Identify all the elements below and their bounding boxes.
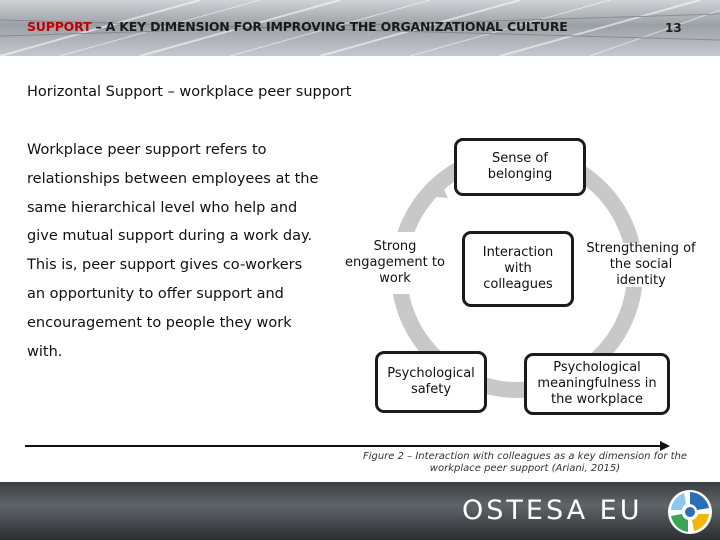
figure-caption: Figure 2 – Interaction with colleagues as a key dimension for the workplace peer support (Ariani, 2015) <box>362 451 688 474</box>
body-line: relationships between employees at the <box>27 170 319 187</box>
node-interaction-with-colleagues: Interaction with colleagues <box>462 231 574 307</box>
body-line: This is, peer support gives co-workers <box>27 257 303 274</box>
body-line: Workplace peer support refers to <box>27 142 267 158</box>
body-line: an opportunity to offer support and <box>27 285 284 302</box>
slide-title-accent: SUPPORT <box>27 19 92 34</box>
node-strengthening-social-identity: Strengthening of the social identity <box>580 243 702 287</box>
ostesa-logo-text: OSTESA EU <box>462 495 643 526</box>
body-line: give mutual support during a work day. <box>27 228 313 245</box>
body-line: encouragement to people they work <box>27 314 292 331</box>
node-psychological-meaningfulness: Psychological meaningfulness in the workplace <box>524 353 670 415</box>
section-subtitle: Horizontal Support – workplace peer support <box>27 84 352 100</box>
slide-title-rest: – A KEY DIMENSION FOR IMPROVING THE ORGANIZATIONAL CULTURE <box>91 19 568 34</box>
ostesa-logo-mark-icon <box>664 486 716 538</box>
node-psychological-safety: Psychological safety <box>375 351 487 413</box>
body-line: with. <box>27 343 63 360</box>
node-sense-of-belonging: Sense of belonging <box>454 138 586 196</box>
body-line: same hierarchical level who help and <box>27 199 298 216</box>
page-number: 13 <box>665 21 682 35</box>
node-strong-engagement: Strong engagement to work <box>330 232 460 294</box>
